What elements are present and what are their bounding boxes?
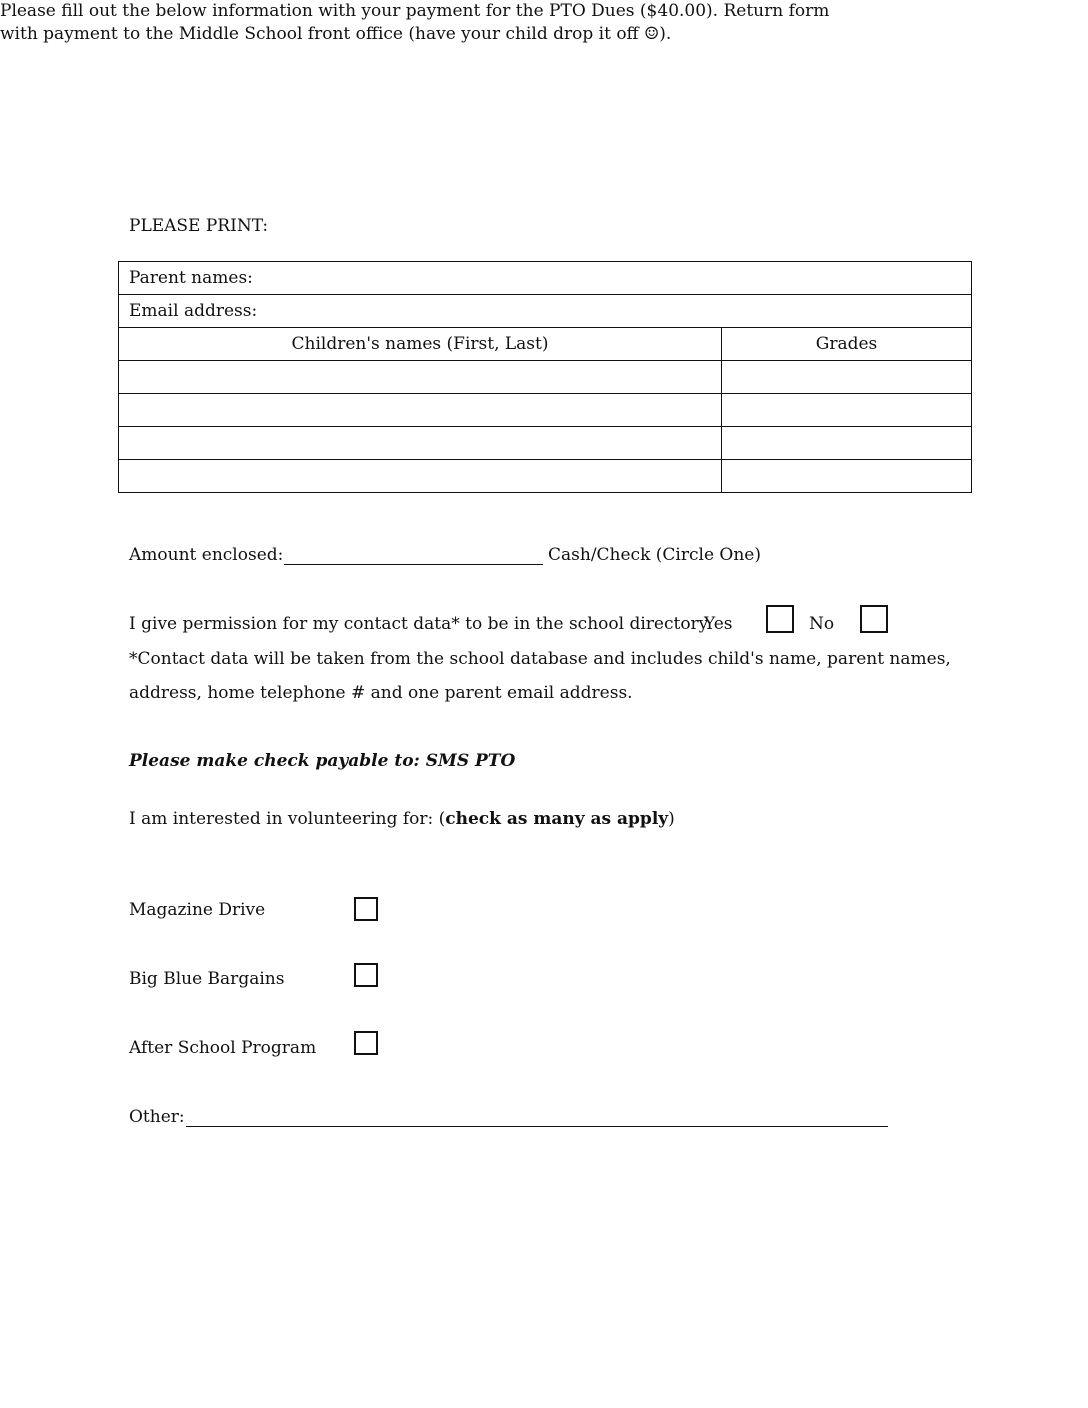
child-name-cell[interactable] [119, 460, 722, 493]
intro-line-2: with payment to the Middle School front office (have your child drop it off ☺). [0, 24, 672, 44]
child-grade-cell[interactable] [722, 427, 972, 460]
volunteer-option-label: After School Program [129, 1038, 317, 1058]
table-row [119, 394, 972, 427]
permission-yes-label: Yes [704, 614, 733, 634]
child-grade-cell[interactable] [722, 361, 972, 394]
info-table [118, 261, 972, 493]
email-row[interactable] [119, 295, 972, 328]
volunteer-intro-bold: check as many as apply [445, 809, 669, 829]
permission-text: I give permission for my contact data* to be in the school directory [129, 614, 709, 634]
volunteer-option-label: Magazine Drive [129, 900, 266, 920]
parent-names-row[interactable] [119, 262, 972, 295]
contact-data-note-line-1: *Contact data will be taken from the school database and includes child's name, parent names, [129, 649, 951, 669]
permission-no-checkbox[interactable] [860, 605, 888, 633]
volunteer-intro-suffix: ) [668, 809, 675, 829]
magazine-drive-checkbox[interactable] [354, 897, 378, 921]
other-label: Other: [129, 1107, 185, 1127]
table-row [119, 460, 972, 493]
child-name-cell[interactable] [119, 394, 722, 427]
intro-paragraph [0, 0, 1088, 46]
grades-header: Grades [722, 328, 972, 361]
contact-data-note-line-2: address, home telephone # and one parent email address. [129, 683, 633, 703]
intro-line-1: Please fill out the below information with your payment for the PTO Dues ($40.00). Return form [0, 1, 830, 21]
payment-method-options[interactable]: Cash/Check (Circle One) [548, 545, 761, 565]
email-label[interactable]: Email address: [119, 295, 972, 328]
volunteer-option-label: Big Blue Bargains [129, 969, 285, 989]
big-blue-bargains-checkbox[interactable] [354, 963, 378, 987]
after-school-program-checkbox[interactable] [354, 1031, 378, 1055]
child-grade-cell[interactable] [722, 460, 972, 493]
child-grade-cell[interactable] [722, 394, 972, 427]
amount-enclosed-label: Amount enclosed: [129, 545, 284, 565]
children-names-header: Children's names (First, Last) [119, 328, 722, 361]
permission-yes-checkbox[interactable] [766, 605, 794, 633]
children-header-row [119, 328, 972, 361]
parent-names-label[interactable]: Parent names: [119, 262, 972, 295]
child-name-cell[interactable] [119, 427, 722, 460]
please-print-heading: PLEASE PRINT: [129, 216, 269, 236]
permission-no-label: No [809, 614, 835, 634]
table-row [119, 427, 972, 460]
volunteer-intro-prefix: I am interested in volunteering for: ( [129, 809, 446, 829]
check-payable-note: Please make check payable to: SMS PTO [129, 751, 516, 771]
volunteer-intro [129, 808, 675, 831]
table-row [119, 361, 972, 394]
child-name-cell[interactable] [119, 361, 722, 394]
other-field[interactable] [186, 1126, 888, 1127]
amount-enclosed-field[interactable] [284, 564, 543, 565]
